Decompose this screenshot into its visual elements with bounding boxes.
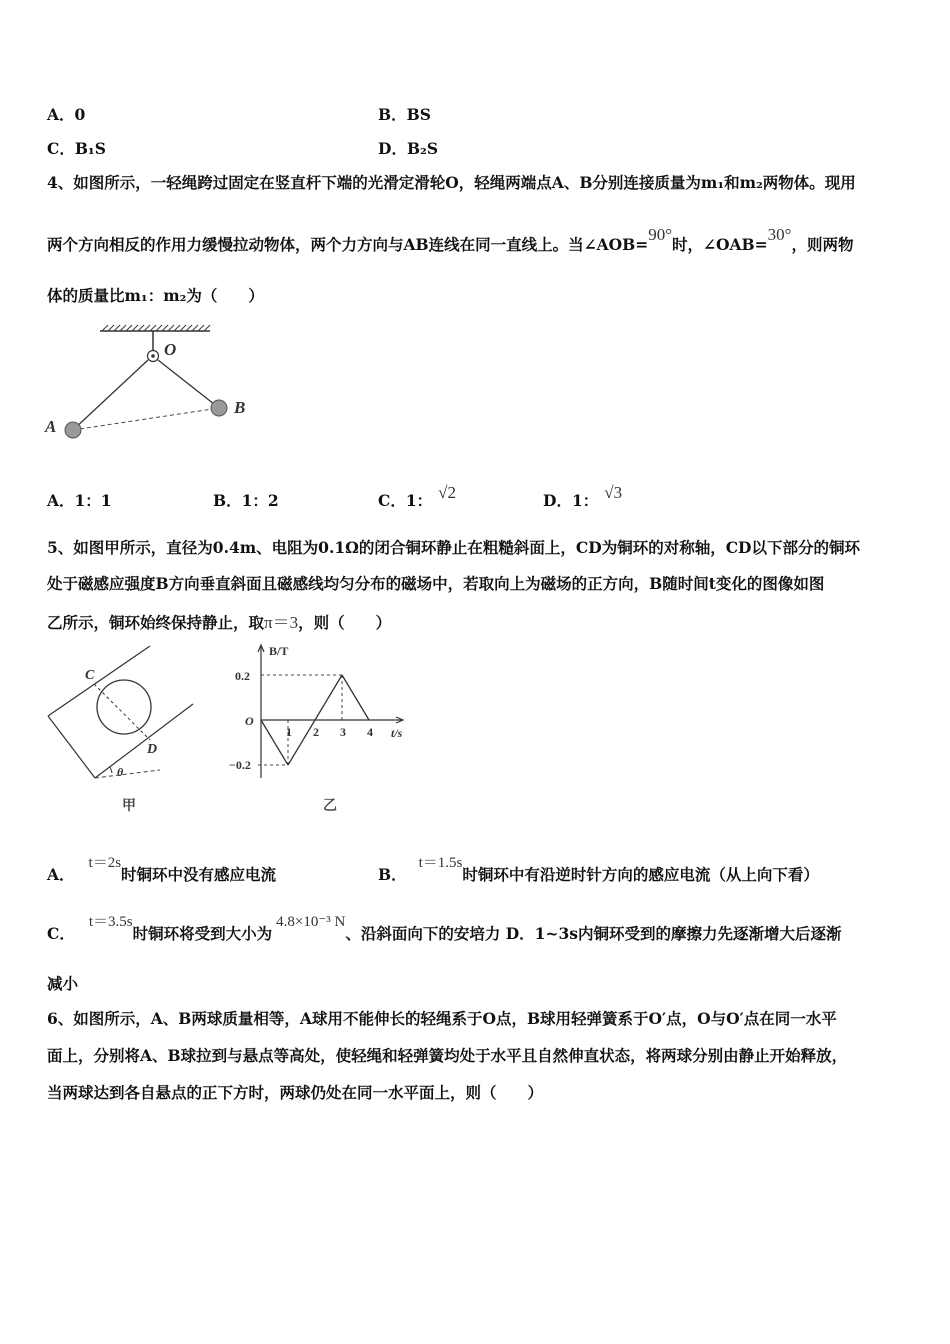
- q5-option-a: [47, 855, 277, 885]
- q5-option-c-text1: 时铜环将受到大小为: [132, 924, 273, 943]
- rope-ob: [158, 360, 219, 408]
- mass-b: [211, 400, 227, 416]
- y-tick-pos: 0.2: [235, 669, 250, 683]
- q3-option-d: D．B₂S: [378, 139, 439, 158]
- b-curve-segment-3: [342, 675, 369, 720]
- pulley-axle: [151, 354, 155, 358]
- q4-option-d-prefix: D．1：: [543, 491, 599, 510]
- incline-left-edge: [48, 716, 95, 778]
- q5-figure-yi: [225, 640, 415, 820]
- q5-option-a-text: 时铜环中没有感应电流: [121, 865, 277, 884]
- y-axis-label: B/T: [269, 644, 289, 658]
- q3-option-c: C．B₁S: [47, 139, 106, 158]
- q5-option-b-prefix: B．: [378, 865, 407, 884]
- q4-angle-aob: 90°: [648, 225, 673, 244]
- q5-option-b-math: t＝1.5s: [418, 855, 463, 871]
- label-o: O: [164, 340, 177, 359]
- rope-oa: [73, 360, 148, 430]
- q5-option-c-continuation: 减小: [47, 974, 79, 993]
- q6-stem-line2: 面上，分别将A、B球拉到与悬点等高处，使轻绳和轻弹簧均处于水平且自然伸直状态，将两球分别由静止开始释放，: [47, 1046, 848, 1065]
- x-axis-label: t/s: [391, 726, 403, 740]
- q6-stem-line3: 当两球达到各自悬点的正下方时，两球仍处在同一水平面上，则（ ）: [47, 1083, 544, 1102]
- q5-option-c: [47, 914, 842, 944]
- q4-pulley-figure: [40, 322, 260, 447]
- q4-stem-line1: 4、如图所示，一轻绳跨过固定在竖直杆下端的光滑定滑轮O，轻绳两端点A、B分别连接质量为m₁和m₂两物体。现用: [47, 173, 856, 192]
- q4-option-d-value: √3: [604, 483, 623, 502]
- q5-option-c-prefix: C．: [47, 924, 75, 943]
- label-a: A: [45, 417, 57, 436]
- caption-jia: 甲: [122, 799, 136, 814]
- x-tick-4: 4: [367, 725, 373, 739]
- q3-option-a: A．0: [47, 105, 86, 124]
- q6-stem-line1: 6、如图所示，A、B两球质量相等，A球用不能伸长的轻绳系于O点，B球用轻弹簧系于O′点，O与O′点在同一水平: [47, 1009, 837, 1028]
- q4-option-c: [378, 483, 456, 511]
- q5-pi-value: π＝3: [264, 613, 299, 632]
- q5-stem-line2: 处于磁感应强度B方向垂直斜面且磁感线均匀分布的磁场中，若取向上为磁场的正方向，B随时间t变化的图像如图: [47, 574, 825, 593]
- x-tick-1: 1: [286, 725, 292, 739]
- q4-angle-oab: 30°: [767, 225, 792, 244]
- q5-stem-line1: 5、如图甲所示，直径为0.4m、电阻为0.1Ω的闭合铜环静止在粗糙斜面上，CD为铜环的对称轴，CD以下部分的铜环: [47, 538, 860, 557]
- q5-option-c-math: t＝3.5s: [88, 914, 133, 930]
- axis-cd: [94, 684, 150, 740]
- q5-stem-line3: [47, 608, 391, 633]
- q5-stem-line3-a: 乙所示，铜环始终保持静止，取: [47, 613, 265, 632]
- caption-yi: 乙: [323, 799, 337, 814]
- x-tick-2: 2: [313, 725, 319, 739]
- label-d: D: [147, 742, 158, 757]
- q4-option-c-value: √2: [438, 483, 456, 502]
- q4-stem-line2-c: ，则两物: [791, 235, 854, 254]
- label-theta: θ: [117, 765, 124, 779]
- dashed-line-ab: [73, 408, 219, 430]
- q4-stem-line2: [47, 225, 854, 255]
- label-b: B: [234, 398, 246, 417]
- q5-option-a-math: t＝2s: [88, 855, 122, 871]
- q5-option-a-prefix: A．: [47, 865, 75, 884]
- q5-stem-line3-b: ，则（ ）: [298, 613, 392, 632]
- b-curve-segment-1: [261, 720, 288, 765]
- angle-arc: [110, 767, 112, 773]
- y-tick-neg: −0.2: [229, 758, 251, 772]
- mass-a: [65, 422, 81, 438]
- label-c: C: [85, 668, 95, 683]
- q4-option-d: [543, 483, 623, 511]
- q4-option-c-prefix: C．1：: [378, 491, 433, 510]
- incline-lower-edge: [95, 704, 193, 778]
- q5-figure-jia: [40, 640, 215, 820]
- q5-option-b-text: 时铜环中有沿逆时针方向的感应电流（从上向下看）: [462, 865, 819, 884]
- q4-option-b: B．1：2: [213, 491, 279, 510]
- q4-option-a: A．1：1: [47, 491, 112, 510]
- q5-option-c-text2: 、沿斜面向下的安培力 D．1~3s内铜环受到的摩擦力先逐渐增大后逐渐: [345, 924, 842, 943]
- incline-upper-edge: [48, 646, 150, 716]
- q5-option-c-force: 4.8×10⁻³ N: [276, 914, 346, 930]
- q4-stem-line2-a: 两个方向相反的作用力缓慢拉动物体，两个力方向与AB连线在同一直线上。当∠AOB=: [47, 235, 649, 254]
- x-tick-3: 3: [340, 725, 346, 739]
- q3-option-b: B．BS: [378, 105, 431, 124]
- q4-stem-line2-b: 时，∠OAB=: [672, 235, 768, 254]
- copper-ring: [97, 680, 151, 734]
- q5-option-b: [378, 855, 819, 885]
- origin-label: O: [245, 714, 254, 728]
- ceiling-hatch: [100, 325, 210, 331]
- q4-stem-line3: 体的质量比m₁：m₂为（ ）: [47, 286, 264, 305]
